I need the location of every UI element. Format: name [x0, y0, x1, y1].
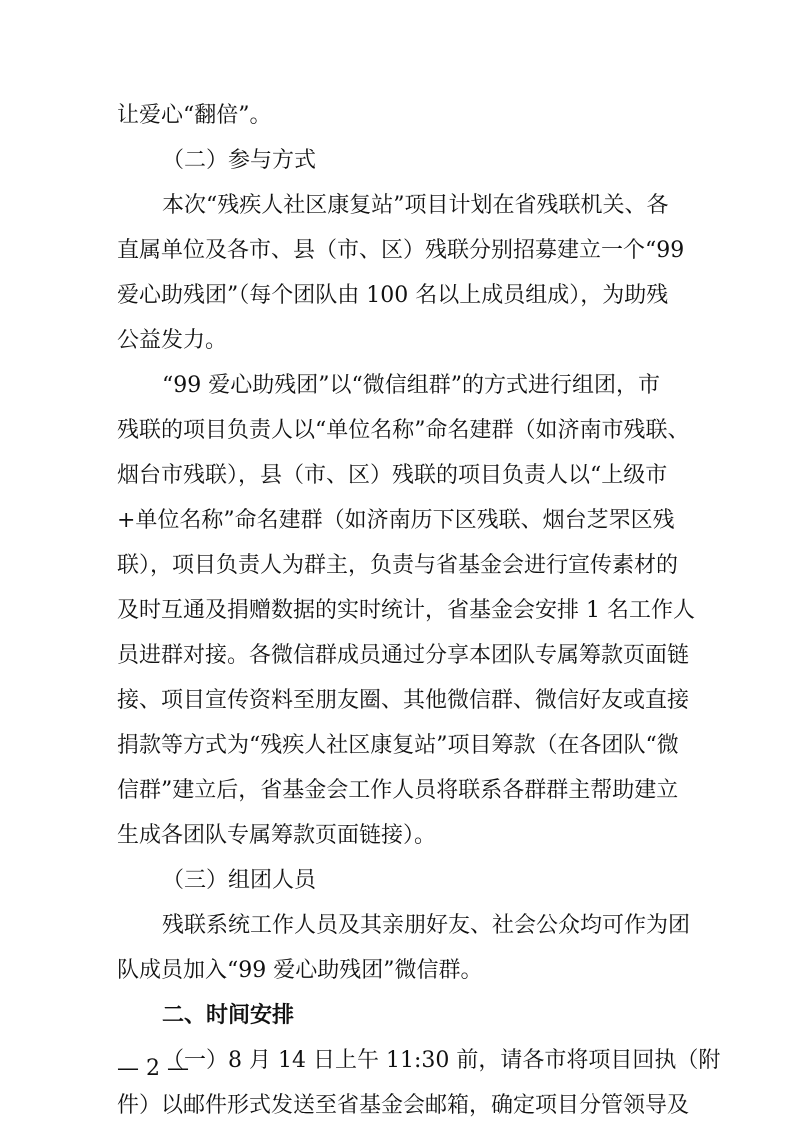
paragraph-line: 本次“残疾人社区康复站”项目计划在省残联机关、各	[162, 193, 669, 218]
paragraph-line: 生成各团队专属筹款页面链接）。	[117, 823, 437, 848]
paragraph-line: 接、项目宣传资料至朋友圈、其他微信群、微信好友或直接	[117, 688, 690, 713]
paragraph-line: 公益发力。	[117, 328, 228, 353]
section-heading-schedule: 二、时间安排	[162, 1003, 295, 1028]
paragraph-line: 队成员加入“99 爱心助残团”微信群。	[117, 958, 483, 983]
paragraph-line: 件）以邮件形式发送至省基金会邮箱，确定项目分管领导及	[117, 1093, 690, 1118]
paragraph-line: 残联系统工作人员及其亲朋好友、社会公众均可作为团	[162, 913, 691, 938]
paragraph-line: 信群”建立后，省基金会工作人员将联系各群群主帮助建立	[117, 778, 679, 803]
paragraph-line: +单位名称”命名建群（如济南历下区残联、烟台芝罘区残	[117, 508, 675, 533]
paragraph-line: 让爱心“翻倍”。	[117, 103, 272, 128]
paragraph-line: 联），项目负责人为群主，负责与省基金会进行宣传素材的	[117, 553, 679, 578]
paragraph-line: 员进群对接。各微信群成员通过分享本团队专属筹款页面链	[117, 643, 690, 668]
paragraph-line: “99 爱心助残团”以“微信组群”的方式进行组团，市	[162, 373, 660, 398]
paragraph-line: 捐款等方式为“残疾人社区康复站”项目筹款（在各团队“微	[117, 733, 679, 758]
paragraph-line: 直属单位及各市、县（市、区）残联分别招募建立一个“99	[117, 238, 685, 263]
paragraph-line: 残联的项目负责人以“单位名称”命名建群（如济南市残联、	[117, 418, 690, 443]
subheading-participation-method: （二）参与方式	[162, 148, 317, 173]
paragraph-line: 及时互通及捐赠数据的实时统计，省基金会安排 1 名工作人	[117, 598, 695, 623]
paragraph-line: 爱心助残团”（每个团队由 100 名以上成员组成），为助残	[117, 283, 669, 308]
paragraph-line: （一）8 月 14 日上午 11:30 前，请各市将项目回执（附	[162, 1048, 721, 1073]
subheading-team-members: （三）组团人员	[162, 868, 317, 893]
paragraph-line: 烟台市残联），县（市、区）残联的项目负责人以“上级市	[117, 463, 668, 488]
page-number: — 2 —	[117, 1056, 189, 1081]
